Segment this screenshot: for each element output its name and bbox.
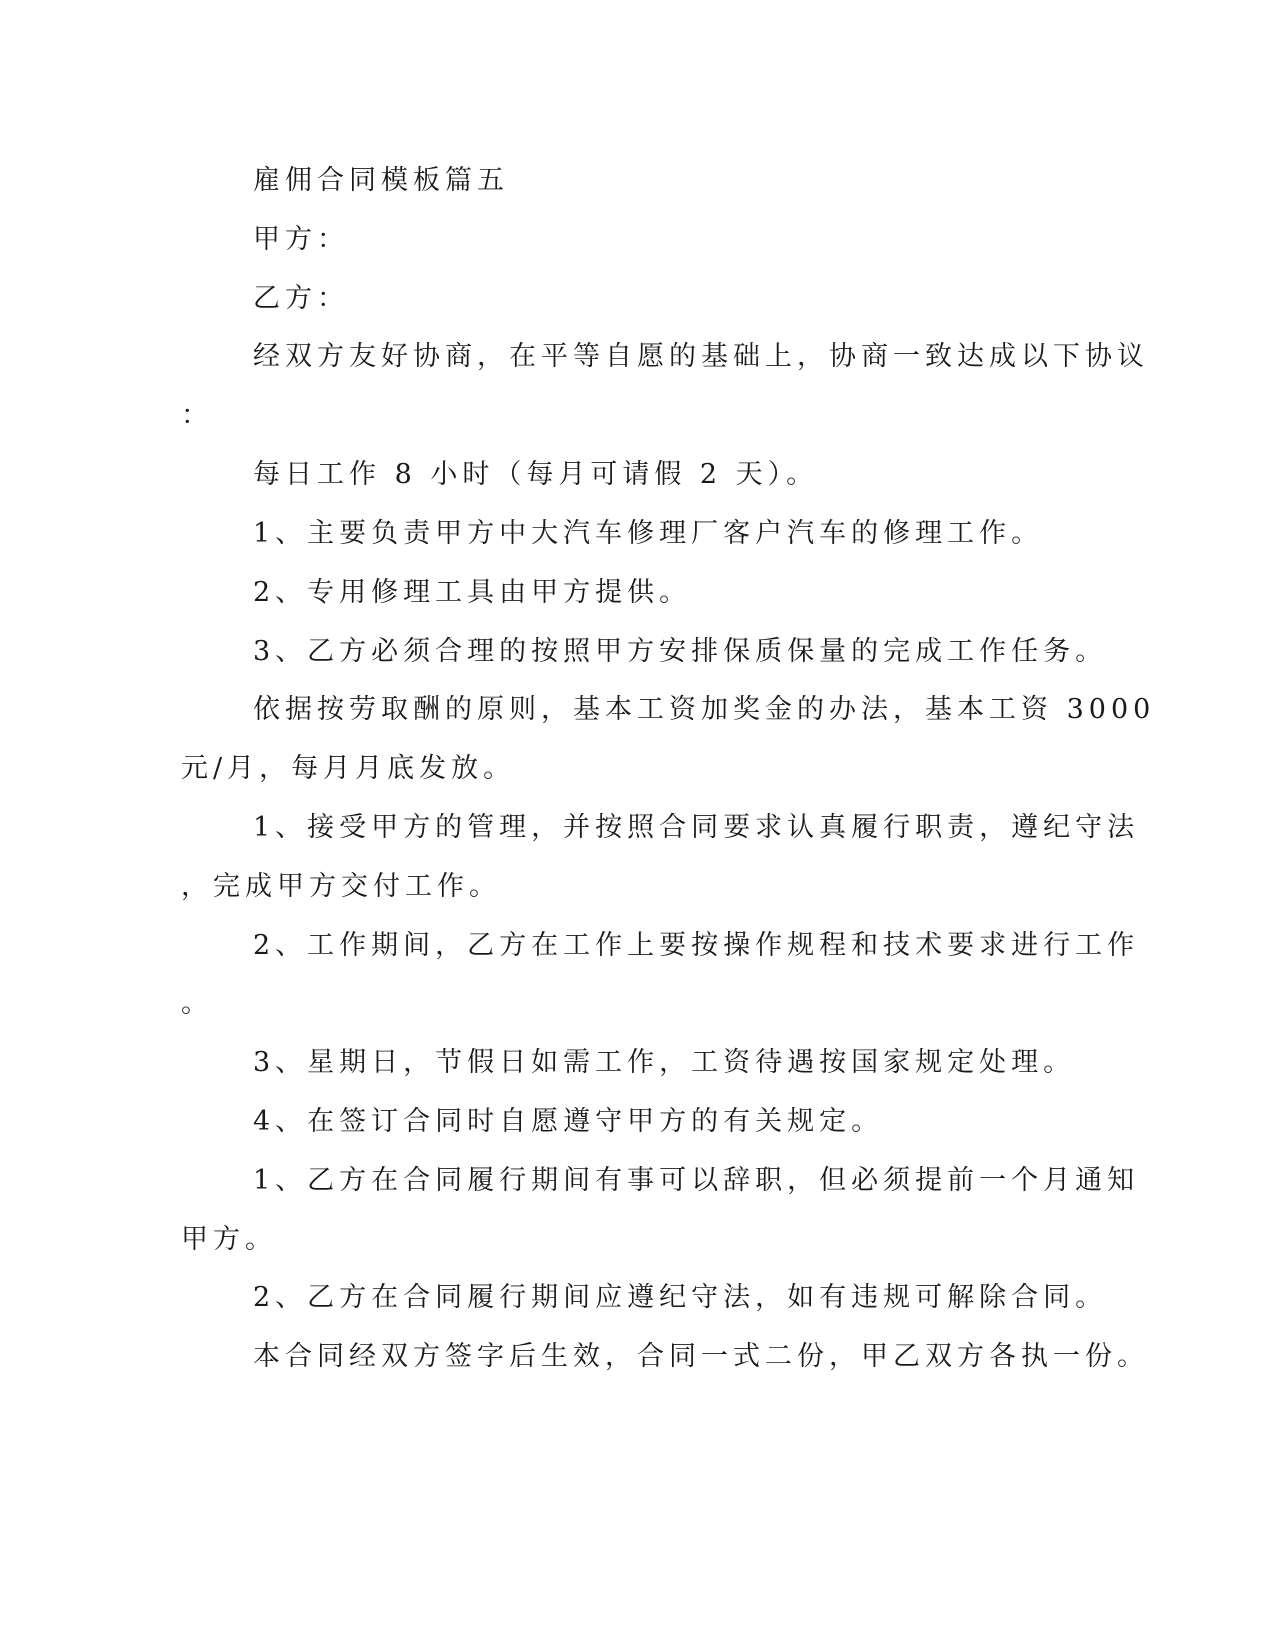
duty-item-1: 1、主要负责甲方中大汽车修理厂客户汽车的修理工作。 [253, 518, 1044, 549]
closing-paragraph: 本合同经双方签字后生效，合同一式二份，甲乙双方各执一份。 [253, 1341, 1149, 1372]
intro-paragraph-line-1: 经双方友好协商，在平等自愿的基础上，协商一致达成以下协议 [253, 341, 1149, 372]
termination-item-2: 2、乙方在合同履行期间应遵纪守法，如有违规可解除合同。 [253, 1282, 1108, 1313]
termination-item-1-line-1: 1、乙方在合同履行期间有事可以辞职，但必须提前一个月通知 [253, 1165, 1140, 1196]
salary-paragraph-line-1: 依据按劳取酬的原则，基本工资加奖金的办法，基本工资 3000 [253, 694, 1156, 725]
obligation-item-2-line-2: 。 [181, 988, 213, 1019]
termination-item-1-line-2: 甲方。 [181, 1224, 277, 1255]
intro-paragraph-line-2: ： [181, 400, 213, 431]
document-title: 雇佣合同模板篇五 [253, 165, 509, 196]
party-b-label: 乙方： [253, 283, 349, 314]
obligation-item-4: 4、在签订合同时自愿遵守甲方的有关规定。 [253, 1106, 884, 1137]
duty-item-3: 3、乙方必须合理的按照甲方安排保质保量的完成工作任务。 [253, 636, 1108, 667]
duty-item-2: 2、专用修理工具由甲方提供。 [253, 577, 692, 608]
work-hours-paragraph: 每日工作 8 小时（每月可请假 2 天）。 [253, 459, 819, 490]
salary-paragraph-line-2: 元/月，每月月底发放。 [181, 753, 516, 784]
obligation-item-2-line-1: 2、工作期间，乙方在工作上要按操作规程和技术要求进行工作 [253, 930, 1140, 961]
obligation-item-1-line-2: ，完成甲方交付工作。 [181, 871, 501, 902]
obligation-item-1-line-1: 1、接受甲方的管理，并按照合同要求认真履行职责，遵纪守法 [253, 812, 1140, 843]
obligation-item-3: 3、星期日，节假日如需工作，工资待遇按国家规定处理。 [253, 1047, 1076, 1078]
party-a-label: 甲方： [253, 224, 349, 255]
